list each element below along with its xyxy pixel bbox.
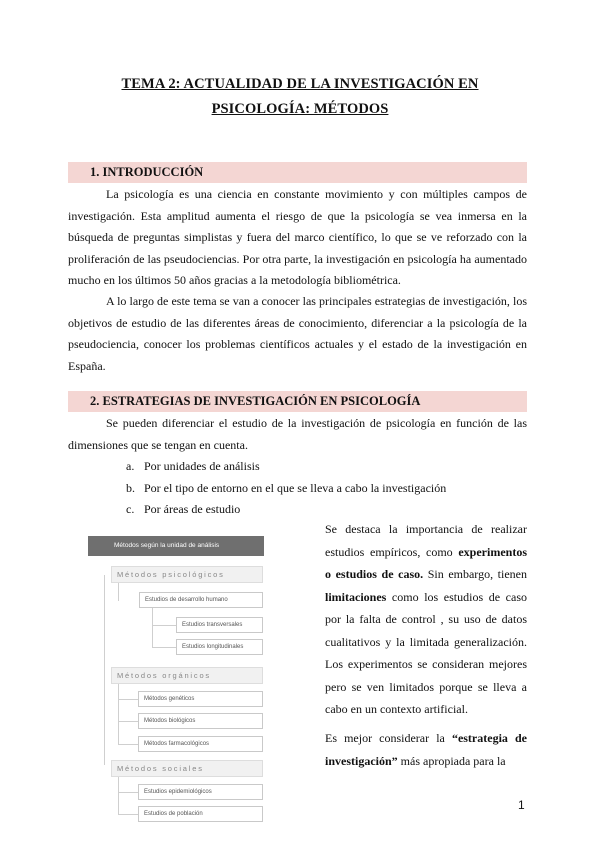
intro-paragraph-1: La psicología es una ciencia en constante movimiento y con múltiples campos de investigación. Esta amplitud aumenta el riesgo de que la psicología se vea inmersa en la búsqueda de preguntas simplistas y fuera del marco científico, lo que se ve reforzado con la proliferación de las pseudociencias. Por otra parte, la investigación en psicología ha aumentado mucho en los últimos 50 años gracias a la metodología bibliométrica. xyxy=(68,187,527,287)
connector-line xyxy=(104,575,105,765)
diagram-node-longitudinales: Estudios longitudinales xyxy=(176,639,263,655)
connector-line xyxy=(152,647,176,648)
list-item-c: c. Por áreas de estudio xyxy=(126,502,241,516)
connector-line xyxy=(118,744,138,745)
connector-line xyxy=(118,792,138,793)
connector-line xyxy=(152,625,176,626)
diagram-node-poblacion: Estudios de población xyxy=(138,806,263,822)
diagram-node-farmacologicos: Métodos farmacológicos xyxy=(138,736,263,752)
connector-line xyxy=(118,583,119,601)
diagram-node-epidemiologicos: Estudios epidemiológicos xyxy=(138,784,263,800)
diagram-node-geneticos: Métodos genéticos xyxy=(138,691,263,707)
diagram-category-sociales: Métodos sociales xyxy=(111,760,263,777)
diagram-node-biologicos: Métodos biológicos xyxy=(138,713,263,729)
connector-line xyxy=(152,607,153,647)
list-item-a: a. Por unidades de análisis xyxy=(126,459,260,473)
connector-line xyxy=(118,814,138,815)
list-item-b: b. Por el tipo de entorno en el que se lleva a cabo la investigación xyxy=(126,481,447,495)
section-2-intro: Se pueden diferenciar el estudio de la investigación de psicología en función de las dimensiones que se tengan en cuenta. xyxy=(68,416,527,452)
right-column-paragraph-1: Se destaca la importancia de realizar estudios empíricos, como experimentos o estudios de caso. Sin embargo, tienen limitaciones como los estudios de caso por la falta de control , su uso de datos cualitativos y la limitada generalización. Los experimentos se consideran mejores pero se ven limitados porque se lleva a cabo en un contexto artificial. xyxy=(325,522,527,716)
diagram-node-transversales: Estudios transversales xyxy=(176,617,263,633)
diagram-category-organicos: Métodos orgánicos xyxy=(111,667,263,684)
connector-line xyxy=(118,721,138,722)
section-2-heading: 2. ESTRATEGIAS DE INVESTIGACIÓN EN PSICOLOGÍA xyxy=(90,394,421,408)
page-title-line-2: PSICOLOGÍA: MÉTODOS xyxy=(211,101,389,117)
page-title-line-1: TEMA 2: ACTUALIDAD DE LA INVESTIGACIÓN EN xyxy=(121,76,479,92)
page-number: 1 xyxy=(518,798,525,812)
diagram-node-desarrollo-humano: Estudios de desarrollo humano xyxy=(139,592,263,608)
connector-line xyxy=(118,681,119,745)
right-column-paragraph-2: Es mejor considerar la “estrategia de investigación” más apropiada para la xyxy=(325,731,527,768)
connector-line xyxy=(118,775,119,815)
section-1-heading: 1. INTRODUCCIÓN xyxy=(90,165,204,179)
diagram-header: Métodos según la unidad de análisis xyxy=(88,536,264,556)
diagram-category-psicologicos: Métodos psicológicos xyxy=(111,566,263,583)
connector-line xyxy=(118,699,138,700)
intro-paragraph-2: A lo largo de este tema se van a conocer las principales estrategias de investigación, los objetivos de estudio de las diferentes áreas de conocimiento, diferenciar a la psicología de la pseudociencia, conocer los problemas científicos actuales y el estado de la investigación en España. xyxy=(68,294,527,373)
